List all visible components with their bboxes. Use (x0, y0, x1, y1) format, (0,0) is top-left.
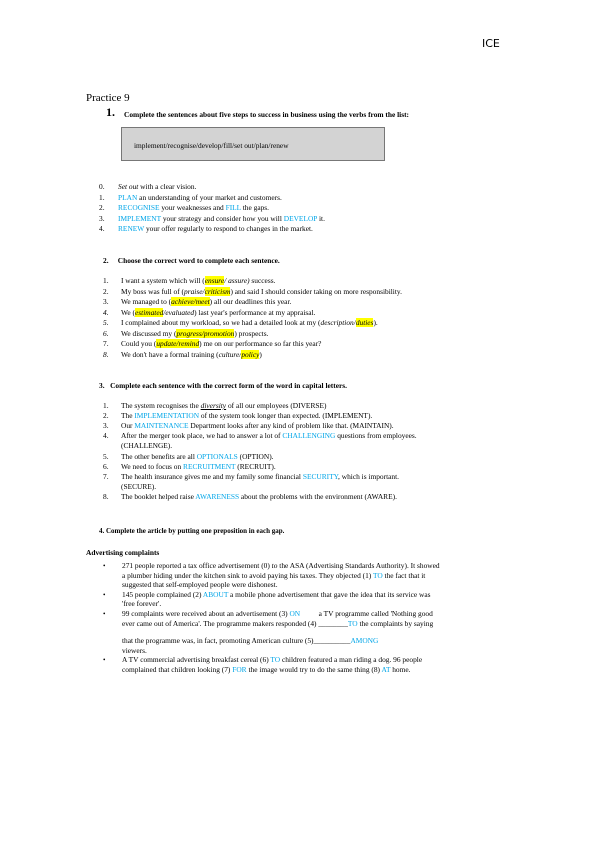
list-item (121, 411, 372, 420)
sentence-text: ) prospects. (234, 328, 269, 338)
sentence-text: complained that children looking (7) (122, 665, 233, 674)
sentence-text: your offer regularly to respond to changes in the market. (144, 224, 313, 233)
bullet-icon: • (103, 562, 106, 570)
sentence-text: update/remind (156, 339, 200, 348)
item-number: 0. (99, 182, 105, 191)
sentence-text: duties (355, 318, 374, 327)
list-item (121, 492, 397, 501)
sentence-text: home. (390, 665, 411, 674)
sentence-text: (OPTION). (237, 451, 274, 461)
sentence-text: children featured a man riding a dog. 96 people (280, 655, 423, 665)
sentence-text: After the merger took place, we had to answer a lot of (121, 431, 283, 441)
sentence-text: Set out (118, 182, 139, 191)
answer-text: FOR (232, 665, 247, 674)
list-item (121, 452, 274, 461)
answer-text: RECRUITMENT (183, 461, 236, 471)
list-item (121, 329, 268, 338)
item-number: 8. (103, 349, 109, 359)
article-line (122, 619, 433, 628)
sentence-text: the fact that it (382, 570, 426, 580)
sentence-text: We need to focus on (121, 461, 184, 471)
sentence-text: your weaknesses and (159, 203, 226, 212)
item-number: 5. (103, 318, 109, 327)
sentence-text: We ( (121, 307, 135, 317)
item-number: 4. (103, 307, 109, 317)
sentence-text: about the problems with the environment (AWARE). (239, 491, 397, 501)
sentence-text: a TV programme called 'Nothing good (300, 609, 433, 618)
sentence-text: it. (317, 213, 325, 223)
answer-text: FILL (225, 203, 241, 212)
sentence-text: ) (259, 349, 262, 359)
word-box-text: implement/recognise/develop/fill/set out/plan/renew (134, 141, 289, 150)
answer-text: AWARENESS (195, 491, 240, 501)
sentence-text: 99 complaints were received about an advertisement (3) (122, 609, 290, 618)
item-number: 1. (103, 401, 109, 410)
item-number: 3. (103, 297, 109, 306)
sentence-text: that the programme was, in fact, promoting American culture (5)__________ (122, 636, 351, 646)
sentence-text: the image would try to do the same thing (8) (246, 665, 382, 674)
list-item (118, 203, 269, 212)
answer-text: PLAN (118, 192, 138, 202)
sentence-text: with a clear vision. (138, 182, 197, 191)
sentence-text: praise/ (184, 286, 205, 296)
item-number: 6. (103, 461, 109, 471)
list-item (121, 318, 378, 327)
answer-text: ABOUT (202, 589, 229, 599)
sentence-text: a mobile phone advertisement that gave the idea that its service was (228, 589, 431, 599)
answer-text: MAINTENANCE (134, 421, 189, 431)
sentence-text: I want a system which will ( (121, 276, 205, 285)
header-ice: ICE (482, 37, 500, 50)
sentence-text: We managed to ( (121, 297, 172, 306)
sentence-text: Our (121, 421, 135, 431)
item-number: 5. (103, 451, 109, 461)
sentence-text: Department looks after any kind of problem like that. (MAINTAIN). (188, 421, 394, 431)
ex4-subtitle: Advertising complaints (86, 548, 160, 557)
sentence-text: viewers. (122, 645, 147, 655)
item-number: 4. (99, 224, 105, 233)
sentence-text: ). (373, 318, 378, 327)
item-number: 2. (103, 286, 109, 296)
sentence-text: I complained about my workload, so we had a detailed look at my ( (121, 318, 321, 327)
sentence-text: a plumber hiding under the kitchen sink to avoid paying his taxes. They objected (1) (122, 570, 373, 580)
article-line (122, 655, 422, 664)
list-item (121, 401, 326, 410)
sentence-text: , which is important. (338, 471, 399, 481)
article-line (122, 646, 147, 655)
sentence-text: description/ (320, 318, 356, 327)
item-number: 8. (103, 491, 109, 501)
sentence-text: We don't have a formal training ( (121, 349, 219, 359)
list-item-continuation: (CHALLENGE). (121, 441, 173, 451)
answer-text: DEVELOP (283, 213, 318, 223)
sentence-text: 'free forever'. (122, 599, 162, 609)
list-item (121, 287, 402, 296)
sentence-text: A TV commercial advertising breakfast cereal (6) (122, 655, 271, 665)
sentence-text: diversity (200, 401, 227, 410)
article-line (122, 665, 411, 674)
item-number: 4. (103, 431, 109, 441)
sentence-text: ) all our deadlines this year. (209, 297, 292, 306)
sentence-text: the ASA (Advertising Standards Authority). It showed (277, 561, 440, 570)
sentence-text: of the system took longer than expected. (IMPLEMENT). (199, 411, 373, 421)
sentence-text: your strategy and consider how you will (160, 213, 284, 223)
list-item (121, 431, 417, 440)
sentence-text: questions from employees. (335, 431, 417, 441)
answer-text: IMPLEMENTATION (134, 411, 200, 421)
item-number: 2. (103, 411, 109, 421)
list-item (121, 276, 275, 285)
article-line (122, 561, 440, 570)
answer-text: AT (381, 665, 391, 674)
answer-text: AMONG (350, 636, 379, 646)
article-line (122, 636, 378, 645)
article-line (122, 580, 278, 589)
sentence-text: criticism (204, 286, 231, 296)
ex1-instruction: Complete the sentences about five steps to success in business using the verbs from the list: (124, 110, 410, 119)
sentence-text: The other benefits are all (121, 451, 197, 461)
word-box (121, 127, 385, 161)
sentence-text: suggested that self-employed people were dishonest. (122, 580, 278, 590)
answer-text: CHALLENGING (282, 431, 336, 441)
list-item (121, 462, 276, 471)
sentence-text: The booklet helped raise (121, 491, 196, 501)
sentence-text: achieve/meet (171, 297, 210, 306)
ex3-instruction: 3. Complete each sentence with the correct form of the word in capital letters. (99, 381, 347, 390)
list-item-continuation: (SECURE). (121, 481, 157, 491)
bullet-icon: • (103, 610, 106, 618)
item-number: 7. (103, 471, 109, 481)
article-line (122, 609, 433, 618)
list-item (121, 472, 399, 481)
sentence-text: the gaps. (240, 203, 270, 212)
answer-text: TO (372, 570, 383, 580)
sentence-text: 145 people complained (2) (122, 589, 203, 599)
list-item (118, 214, 325, 223)
item-number: 2. (99, 203, 105, 212)
item-number: 6. (103, 328, 109, 338)
page-title: Practice 9 (86, 92, 130, 104)
sentence-text: (RECRUIT). (235, 461, 276, 471)
list-item (121, 350, 262, 359)
sentence-text: an understanding of your market and customers. (137, 192, 282, 202)
item-number: 7. (103, 339, 109, 348)
list-item (121, 421, 394, 430)
answer-text: TO (347, 618, 358, 628)
sentence-text: /evaluated (163, 307, 195, 317)
sentence-text: We discussed my ( (121, 328, 177, 338)
answer-text: OPTIONALS (196, 451, 238, 461)
sentence-text: 271 people reported a tax office advertisement (0) (122, 561, 272, 570)
bullet-icon: • (103, 656, 106, 665)
ex4-instruction: 4. Complete the article by putting one preposition in each gap. (99, 527, 285, 535)
sentence-text: My boss was full of ( (121, 286, 185, 296)
bullet-icon: • (103, 590, 106, 599)
answer-text: TO (270, 655, 281, 665)
sentence-text: ever came out of America'. The programme makers responded (4) ________ (122, 618, 348, 628)
sentence-text: ) last year's performance at my appraisal. (194, 307, 316, 317)
sentence-text: success. (249, 276, 276, 285)
sentence-text: the complaints by saying (357, 618, 434, 628)
list-item (121, 297, 291, 306)
sentence-text: Could you ( (121, 339, 157, 348)
sentence-text: culture/ (218, 349, 242, 359)
list-item (118, 224, 313, 233)
sentence-text: ) and said I should consider taking on more responsibility. (230, 286, 402, 296)
answer-text: RENEW (118, 224, 145, 233)
sentence-text: of all our employees (DIVERSE) (226, 401, 327, 410)
sentence-text: The system recognises the (121, 401, 201, 410)
list-item (118, 193, 282, 202)
item-number: 3. (103, 421, 109, 431)
item-number: 3. (99, 213, 105, 223)
item-number: 1. (103, 276, 109, 285)
sentence-text: ensure (204, 276, 225, 285)
sentence-text: policy (241, 349, 260, 359)
item-number: 1. (99, 192, 105, 202)
ex2-instruction: 2. Choose the correct word to complete each sentence. (103, 256, 280, 265)
sentence-text: / assure) (224, 276, 250, 285)
sentence-text: The health insurance gives me and my family some financial (121, 471, 303, 481)
answer-text: IMPLEMENT (118, 213, 161, 223)
ex1-number: 1. (106, 105, 115, 119)
article-line (122, 590, 431, 599)
list-item (121, 339, 321, 348)
answer-text: SECURITY (302, 471, 339, 481)
article-line (122, 571, 425, 580)
answer-text: RECOGNISE (118, 203, 160, 212)
sentence-text: ) me on our performance so far this year? (199, 339, 322, 348)
article-line (122, 599, 161, 608)
sentence-text: progress/promotion (176, 328, 235, 338)
sentence-text: The (121, 411, 135, 421)
answer-text: ON (289, 609, 301, 618)
list-item (118, 182, 196, 191)
sentence-text: estimated (134, 307, 164, 317)
sentence-text: to (271, 561, 278, 570)
list-item (121, 308, 316, 317)
